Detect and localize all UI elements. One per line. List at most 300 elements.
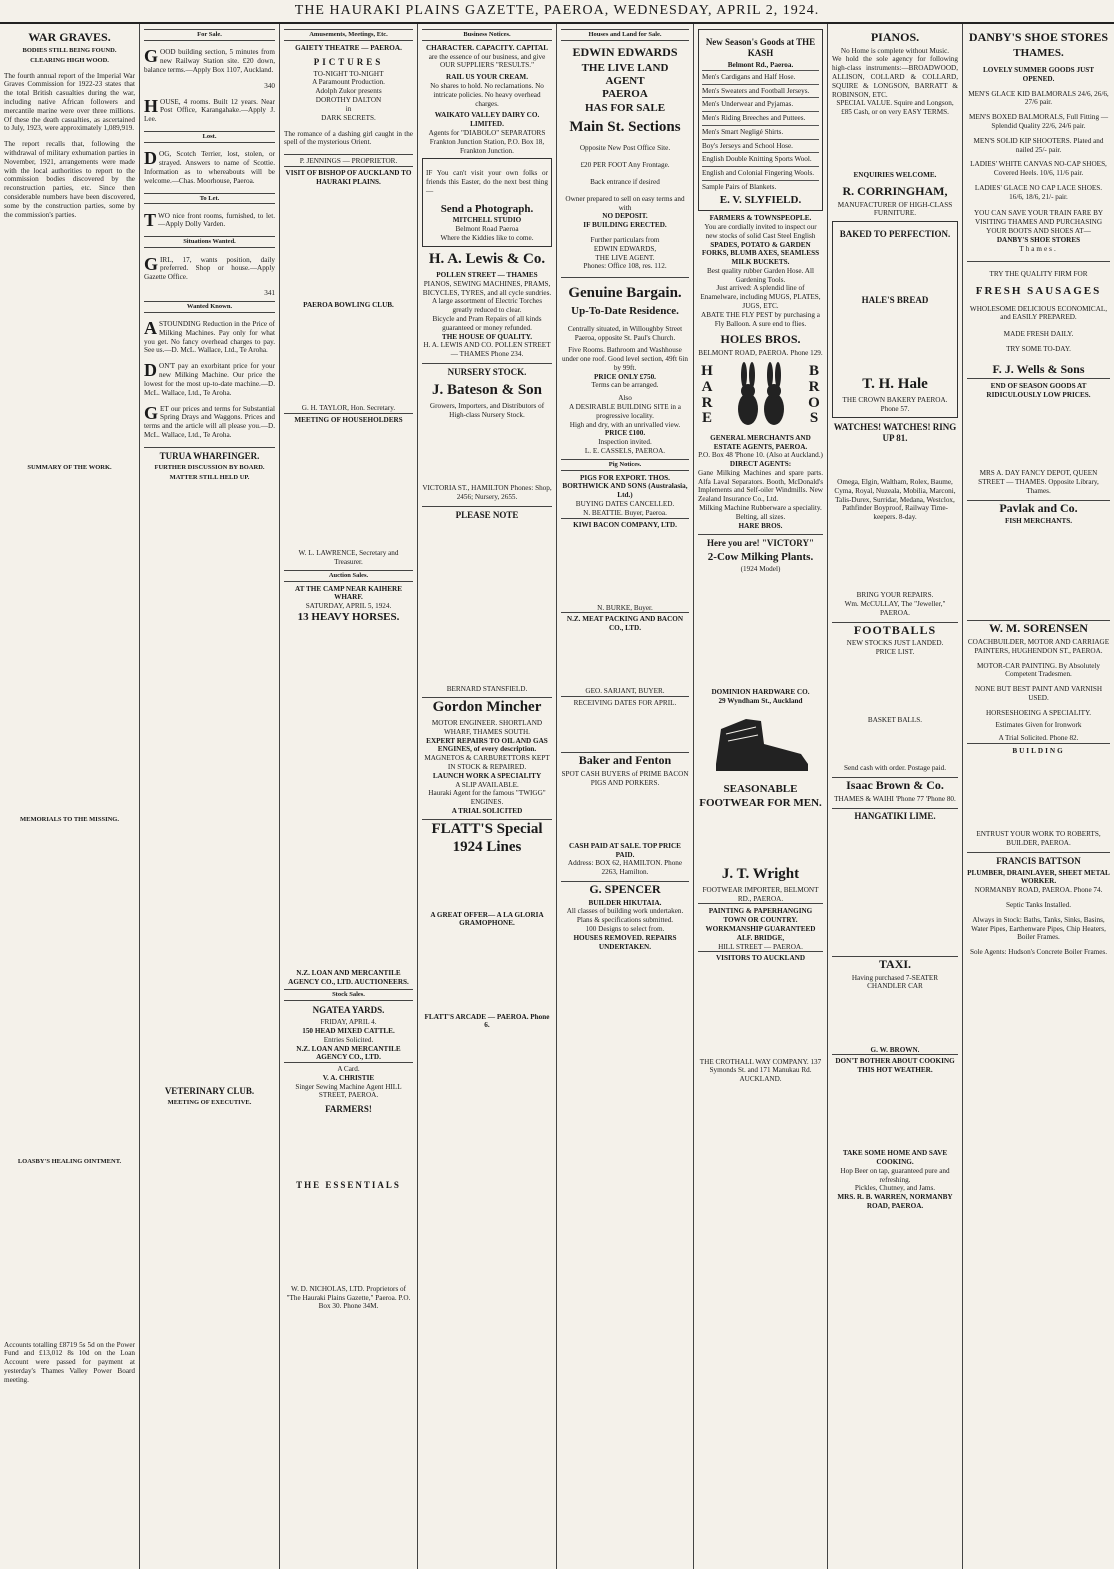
- danby-thames: THAMES.: [1013, 46, 1064, 59]
- building-heading: BUILDING: [967, 743, 1110, 756]
- kiwi-bacon: KIWI BACON COMPANY, LTD.: [561, 518, 689, 530]
- section-for-sale: For Sale.: [144, 29, 275, 41]
- war-graves-body-text: [4, 227, 135, 457]
- saturday-date: SATURDAY, APRIL 5, 1924.: [305, 602, 392, 611]
- veterinary-body-text: [144, 1114, 275, 1454]
- veterinary-headline: VETERINARY CLUB.: [164, 1086, 255, 1097]
- kash-item-list: [702, 70, 819, 194]
- further-particulars: Further particulars from: [590, 235, 660, 244]
- pictures-heading: PICTURES: [313, 56, 384, 67]
- kash-item: English and Colonial Fingering Wools.: [702, 166, 819, 180]
- slyfield-signature: E. V. SLYFIELD.: [719, 193, 802, 206]
- waikato-dairy: WAIKATO VALLEY DAIRY CO. LIMITED.: [434, 111, 540, 129]
- masthead: THE HAURAKI PLAINS GAZETTE, PAEROA, WEDNESDAY, APRIL 2, 1924.: [0, 0, 1114, 24]
- loasby-body-text: [4, 1173, 135, 1333]
- end-of-season: END OF SEASON GOODS AT RIDICULOUSLY LOW PRICES.: [967, 378, 1110, 400]
- rubberware: Milking Machine Rubberware a speciality. Belting, all sizes.: [699, 503, 822, 521]
- turua-subhead: FURTHER DISCUSSION BY BOARD.: [154, 463, 265, 471]
- hare-bros-signature: HARE BROS.: [738, 521, 783, 530]
- bowling-club-text: [284, 317, 413, 397]
- direct-agents: DIRECT AGENTS:: [729, 460, 792, 469]
- gramophone-offer: A GREAT OFFER— A LA GLORIA GRAMOPHONE.: [430, 910, 544, 928]
- column-business-notices: [418, 24, 557, 1569]
- spencer-name: G. SPENCER: [561, 881, 689, 897]
- expert-repairs: EXPERT REPAIRS TO OIL AND GAS ENGINES, of every description.: [426, 736, 548, 754]
- pigs-export: PIGS FOR EXPORT. THOS. BORTHWICK AND SONS (Australasia, Ltd.): [562, 473, 688, 500]
- section-wanted-known: Wanted Known.: [144, 301, 275, 313]
- chandler-car: Having purchased 7-SEATER CHANDLER CAR: [851, 973, 939, 991]
- wholesome: WHOLESOME DELICIOUS ECONOMICAL, and EASILY PREPARED.: [969, 304, 1108, 322]
- cash-paid: CASH PAID AT SALE. TOP PRICE PAID.: [569, 841, 681, 859]
- basket-balls: BASKET BALLS.: [867, 716, 923, 725]
- entries-solicited: Entries Solicited.: [323, 1035, 374, 1044]
- stansfield-signature: BERNARD STANSFIELD.: [446, 684, 528, 693]
- terms-arranged: Terms can be arranged.: [591, 381, 659, 390]
- flatts-arcade: FLATT'S ARCADE — PAEROA. Phone 6.: [424, 1012, 550, 1030]
- diabolo-agents: Agents for "DIABOLO" SEPARATORS Frankton Junction Station, P.O. Box 18, Frankton Junction.: [428, 128, 546, 155]
- footwear-importer: FOOTWEAR IMPORTER, BELMONT RD., PAEROA.: [702, 885, 819, 903]
- builder-hikutaia: BUILDER HIKUTAIA.: [588, 898, 662, 907]
- plumber: PLUMBER, DRAINLAYER, SHEET METAL WORKER.: [967, 868, 1110, 886]
- section-situations-wanted: Situations Wanted.: [144, 236, 275, 248]
- essentials-text: [284, 1198, 413, 1278]
- hale-bakery-ad: [832, 221, 958, 418]
- war-graves-para-1: The fourth annual report of the Imperial War Graves Commission for 1922-23 states that the total British casualties during the war, including native African followers and mercantile marine were over three millions. Of these the death casualties, as ascertained to July, 1923, were approximately 1,089,919.: [4, 71, 135, 133]
- ad-drays-waggons: GET our prices and terms for Substantial Spring Drays and Waggons. Prices and terms and the article will all please you.—D. McL. Wallace, Ltd., Te Aroha.: [144, 402, 275, 439]
- bateson-body: [422, 427, 552, 477]
- tonight-line: TO-NIGHT TO-NIGHT: [313, 69, 384, 78]
- hangatiki-lime: HANGATIKI LIME.: [832, 808, 958, 822]
- pavlak-name: Pavlak and Co.: [967, 500, 1110, 516]
- hales-bread: HALE'S BREAD: [861, 294, 929, 305]
- camp-heading: AT THE CAMP NEAR KAIHERE WHARF.: [294, 584, 403, 602]
- singer-agent: Singer Sewing Machine Agent HILL STREET, PAEROA.: [295, 1082, 402, 1100]
- pianos-sewing: PIANOS, SEWING MACHINES, PRAMS, BICYCLES, TYRES, and all cycle sundries.: [422, 279, 552, 297]
- section-amusements: Amusements, Meetings, Etc.: [284, 29, 413, 41]
- sorensen-name: W. M. SORENSEN: [967, 620, 1110, 636]
- solid-kip: MEN'S SOLID KIP SHOOTERS. Plated and nailed 25/- pair.: [973, 136, 1104, 154]
- ad-girl-position: GIRL, 17, wants position, daily preferred. Shop or house.—Apply Gazette Office.: [144, 253, 275, 282]
- kash-item: Men's Riding Breeches and Puttees.: [702, 111, 819, 125]
- gramophone-body: [422, 935, 552, 1005]
- danby-heading-2: DANBY'S SHOE STORES: [996, 235, 1081, 244]
- kash-item: Boy's Jerseys and School Hose.: [702, 139, 819, 153]
- crown-bakery: THE CROWN BAKERY PAEROA. Phone 57.: [842, 396, 948, 413]
- kash-belmont: Belmont Rd., Paeroa.: [727, 60, 794, 69]
- lovely-summer: LOVELY SUMMER GOODS JUST OPENED.: [982, 66, 1095, 83]
- price-100: PRICE £100.: [604, 429, 646, 438]
- column-amusements: [280, 24, 418, 1569]
- coachbuilder: COACHBUILDER, MOTOR AND CARRIAGE PAINTERS, HUGHENDON ST., PAEROA.: [967, 637, 1110, 655]
- accounts-paragraph: Accounts totalling £8719 5s 5d on the Power Fund and £13,012 8s 10d on the Loan Account were passed for payment at yesterday's Thames Valley Power Board meeting.: [4, 1340, 135, 1384]
- column-pianos: [828, 24, 963, 1569]
- septic-tanks: Septic Tanks Installed.: [1005, 901, 1072, 909]
- lewis-address: H. A. LEWIS AND CO. POLLEN STREET — THAMES Phone 234.: [423, 341, 551, 359]
- milking-plants: 2-Cow Milking Plants.: [707, 551, 814, 564]
- price-750: PRICE ONLY £750.: [594, 372, 656, 381]
- kash-item: Men's Cardigans and Half Hose.: [702, 70, 819, 84]
- bateson-name: J. Bateson & Son: [431, 381, 543, 398]
- clearing-subhead: CLEARING HIGH WOOD.: [30, 56, 109, 64]
- fresh-sausages: FRESH SAUSAGES: [975, 285, 1102, 298]
- nz-loan-agency: N.Z. LOAN AND MERCANTILE AGENCY CO., LTD.: [296, 1044, 401, 1062]
- dark-secrets-title: DARK SECRETS.: [321, 113, 376, 122]
- nz-loan-auctioneers: N.Z. LOAN AND MERCANTILE AGENCY CO., LTD. AUCTIONEERS.: [288, 968, 409, 986]
- model-1924: (1924 Model): [740, 564, 781, 573]
- launch-work: LAUNCH WORK A SPECIALITY: [432, 771, 542, 780]
- farmers-heading: FARMERS!: [325, 1104, 372, 1115]
- belmont-road: Belmont Road Paeroa: [455, 225, 519, 234]
- sarjant-buyer: GEO. SARJANT, BUYER.: [585, 687, 665, 696]
- new-season-goods: New Season's Goods at THE KASH: [705, 37, 816, 58]
- desirable-site: A DESIRABLE BUILDING SITE in a progressive locality.: [569, 403, 681, 420]
- opposite-post-office: Opposite New Post Office Site.: [579, 144, 671, 153]
- genuine-bargain: Genuine Bargain.: [561, 277, 689, 302]
- kash-item: Men's Sweaters and Football Jerseys.: [702, 84, 819, 98]
- householders-text: [284, 432, 413, 542]
- motor-engineer: MOTOR ENGINEER. SHORTLAND WHARF, THAMES SOUTH.: [431, 719, 543, 736]
- loasby-subhead: LOASBY'S HEALING OINTMENT.: [17, 1158, 122, 1166]
- brown-signature: G. W. BROWN.: [870, 1045, 920, 1054]
- no-home: No Home is complete without Music.: [840, 46, 950, 55]
- nicholas-proprietors: W. D. NICHOLAS, LTD. Proprietors of "The Hauraki Plains Gazette," Paeroa. P.O. Box 30. Phone 34M.: [286, 1284, 411, 1311]
- try-some: TRY SOME TO-DAY.: [1006, 344, 1071, 353]
- section-business-notices: Business Notices.: [422, 29, 552, 41]
- war-graves-headline: WAR GRAVES.: [28, 30, 111, 44]
- glace-nocap: LADIES' GLACE NO CAP LACE SHOES. 16/6, 18/6, 21/- pair.: [974, 183, 1103, 201]
- section-houses-land: Houses and Land for Sale.: [561, 29, 689, 41]
- receiving-dates: RECEIVING DATES FOR APRIL.: [561, 696, 689, 708]
- rubber-hose: Best quality rubber Garden Hose. All Gardening Tools.: [707, 266, 814, 284]
- kiddies-line: Where the Kiddies like to come.: [440, 233, 534, 242]
- inspection-invited: Inspection invited.: [598, 438, 652, 447]
- turua-headline: TURUA WHARFINGER.: [144, 447, 275, 462]
- if-building-erected: IF BUILDING ERECTED.: [583, 221, 667, 230]
- all-classes: All classes of building work undertaken.: [566, 907, 684, 916]
- burke-buyer: N. BURKE, Buyer.: [597, 603, 653, 612]
- nursery-stock: NURSERY STOCK.: [422, 363, 552, 378]
- fly-pest: ABATE THE FLY PEST by purchasing a Fly Balloon. A sure end to flies.: [701, 310, 820, 328]
- mixed-cattle: 150 HEAD MIXED CATTLE.: [302, 1026, 395, 1035]
- farmers-text: [284, 1122, 413, 1172]
- basket-prices: [832, 732, 958, 757]
- veterinary-subhead: MEETING OF EXECUTIVE.: [167, 1099, 252, 1107]
- baked-perfection: BAKED TO PERFECTION.: [839, 229, 951, 240]
- kash-item: Men's Underwear and Pyjamas.: [702, 97, 819, 111]
- watch-brands: Omega, Elgin, Waltham, Rolex, Baume, Cyma, Royal, Nuzeala, Mobilia, Marconi, Talis-Durex, Surridar, Medana, Westclox, Pathfinder Boyproof, Railway Time-keepers. 8-day.: [834, 478, 956, 522]
- section-lost: Lost.: [144, 131, 275, 143]
- take-home: TAKE SOME HOME AND SAVE COOKING.: [842, 1149, 948, 1167]
- wright-name: J. T. Wright: [721, 865, 800, 882]
- edwards-phones: Phones: Office 108, res. 112.: [583, 262, 667, 271]
- try-quality: TRY THE QUALITY FIRM FOR: [967, 261, 1110, 279]
- slip-available: A SLIP AVAILABLE.: [455, 780, 519, 789]
- holes-bros: HOLES BROS.: [720, 332, 801, 347]
- column-war-graves: [0, 24, 140, 1569]
- cooking-body: [832, 1082, 958, 1142]
- bishop-visit-text: [284, 194, 413, 294]
- receiving-body: [561, 715, 689, 745]
- ad-rooms-to-let: TWO nice front rooms, furnished, to let.—Apply Dolly Varden.: [144, 209, 275, 230]
- zukor-line: Adolph Zukor presents: [315, 87, 382, 96]
- dont-bother: DON'T BOTHER ABOUT COOKING THIS HOT WEATHER.: [832, 1054, 958, 1075]
- building-body: [967, 763, 1110, 823]
- hare-box: P.O. Box 48 'Phone 10. (Also at Auckland.): [698, 451, 823, 460]
- seasonable-footwear: SEASONABLE FOOTWEAR FOR MEN.: [699, 783, 822, 809]
- always-in-stock: Always in Stock: Baths, Tanks, Sinks, Basins, Water Pipes, Earthenware Pipes, Chip Heaters, Boiler Frames.: [971, 915, 1106, 942]
- battson-name: FRANCIS BATTSON: [967, 852, 1110, 867]
- jennings-proprietor: P. JENNINGS — PROPRIETOR.: [284, 154, 413, 166]
- kiwi-bacon-body: [561, 537, 689, 597]
- newspaper-columns: [0, 24, 1114, 1569]
- general-merchants: GENERAL MERCHANTS AND ESTATE AGENTS, PAEROA.: [710, 433, 811, 451]
- hare-rabbits-icon: [726, 361, 796, 431]
- mitchell-studio: MITCHELL STUDIO: [452, 216, 522, 225]
- edwin-edwards-2: EDWIN EDWARDS,: [593, 244, 657, 253]
- section-to-let: To Let.: [144, 193, 275, 205]
- lawrence-signature: W. L. LAWRENCE, Secretary and Treasurer.: [298, 549, 399, 566]
- send-photograph: Send a Photograph.: [440, 203, 534, 216]
- boot-icon: [706, 709, 816, 779]
- essence-text: are the essence of our business, and give OUR SUPPLIERS "RESULTS.": [428, 52, 546, 70]
- dalton-line: DOROTHY DALTON: [315, 96, 382, 105]
- please-note-body: [422, 528, 552, 678]
- bishop-visit-heading: VISIT OF BISHOP OF AUCKLAND TO HAURAKI PLAINS.: [284, 166, 413, 187]
- five-rooms: Five Rooms. Bathroom and Washhouse under one roof. Good level section, 49ft 6in by 99ft.: [562, 346, 688, 372]
- column-danby: [963, 24, 1114, 1569]
- repairs-text: Bicycle and Pram Repairs of all kinds guaranteed or money refunded.: [432, 314, 542, 332]
- flatts-heading: FLATT'S Special 1924 Lines: [422, 819, 552, 857]
- wyndham-street: 29 Wyndham St., Auckland: [718, 696, 803, 705]
- end-season-body: [967, 407, 1110, 462]
- section-stock-sales: Stock Sales.: [284, 989, 413, 1001]
- war-graves-subtitle: BODIES STILL BEING FOUND.: [22, 46, 117, 54]
- entrust-roberts: ENTRUST YOUR WORK TO ROBERTS, BUILDER, PAEROA.: [976, 830, 1101, 847]
- hale-name: T. H. Hale: [862, 375, 928, 392]
- bread-body: [836, 313, 954, 368]
- ad-house: HOUSE, 4 rooms. Built 12 years. Near Post Office, Karangahake.—Apply J. Lee.: [144, 95, 275, 124]
- character-heading: CHARACTER. CAPACITY. CAPITAL: [425, 43, 549, 52]
- watches-body: [832, 529, 958, 584]
- hare-letters-right: B R O S: [808, 363, 820, 427]
- horseshoeing: HORSESHOEING A SPECIALITY.: [985, 708, 1092, 717]
- corringham-name: R. CORRINGHAM,: [842, 184, 948, 199]
- card-heading: A Card.: [284, 1062, 413, 1074]
- footballs-heading: FOOTBALLS: [832, 622, 958, 638]
- cordially-invited: You are cordially invited to inspect our new stocks of solid Cast Steel English: [704, 222, 817, 240]
- pollen-street: POLLEN STREET — THAMES: [436, 271, 538, 280]
- plans-specs: Plans & specifications submitted.: [576, 916, 674, 925]
- danby-heading: DANBY'S SHOE STORES: [968, 30, 1109, 44]
- crothall-company: THE CROTHALL WAY COMPANY. 137 Symonds St. and 171 Manukau Rd. AUCKLAND.: [699, 1057, 822, 1084]
- no-shares-text: No shares to hold. No reclamations. No intricate policies. No heavy overhead charges.: [430, 82, 544, 108]
- section-auction-sales: Auction Sales.: [284, 570, 413, 582]
- ad-milking-price: DON'T pay an exorbitant price for your new Milking Machine. Our price the lowest for the most up-to-date machine.—D. McL. Wallace, Ltd., Te Aroha.: [144, 360, 275, 397]
- baker-fenton: Baker and Fenton: [561, 752, 689, 768]
- gane-milking: Gane Milking Machines and spare parts. Alfa Laval Separators. Booth, McDonald's Implements and Self-oiler Windmills. New Zealand Insurance Co., Ltd.: [698, 468, 823, 504]
- section-pig-notices: Pig Notices.: [561, 459, 689, 471]
- bowling-club-heading: PAEROA BOWLING CLUB.: [303, 301, 394, 310]
- dominion-hardware: DOMINION HARDWARE CO.: [711, 687, 810, 696]
- painting-heading: PAINTING & PAPERHANGING TOWN OR COUNTRY. WORKMANSHIP GUARANTEED: [698, 903, 823, 933]
- normanby-road: NORMANBY ROAD, PAEROA. Phone 74.: [974, 886, 1103, 895]
- also-label: Also: [618, 394, 632, 403]
- price-per-foot: £20 PER FOOT Any Frontage.: [580, 161, 670, 170]
- trial-phone: A Trial Solicited. Phone 82.: [998, 734, 1079, 743]
- alf-bridge: ALF. BRIDGE,: [736, 933, 785, 942]
- taylor-signature: G. H. TAYLOR, Hon. Secretary.: [301, 404, 396, 413]
- christie-name: V. A. CHRISTIE: [322, 1073, 375, 1082]
- memorials-body-text: [4, 831, 135, 1151]
- kash-item: English Double Knitting Sports Wool.: [702, 152, 819, 166]
- romance-text: The romance of a dashing girl caught in the spell of the mysterious Orient.: [284, 129, 413, 147]
- victory-body: [698, 581, 823, 681]
- football-prices: [832, 664, 958, 709]
- cassels-signature: L. E. CASSELS, PAEROA.: [584, 446, 666, 455]
- summary-body-text: [4, 479, 135, 809]
- turua-subhead-2: MATTER STILL HELD UP.: [169, 473, 250, 481]
- baker-address: Address: BOX 62, HAMILTON. Phone 2263, Hamilton.: [567, 859, 683, 877]
- mitchell-studio-ad: [422, 158, 552, 246]
- gaiety-theatre: GAIETY THEATRE — PAEROA.: [295, 43, 402, 52]
- back-entrance: Back entrance if desired: [590, 178, 660, 187]
- column-classifieds: [140, 24, 280, 1569]
- spades-forks: SPADES, POTATO & GARDEN FORKS, BLUMB AXES, SEAMLESS MILK BUCKETS.: [701, 240, 820, 267]
- mincher-name: Gordon Mincher: [422, 697, 552, 716]
- buying-cancelled: BUYING DATES CANCELLED.: [575, 499, 675, 508]
- column-kash: [694, 24, 828, 1569]
- watches-heading: WATCHES! WATCHES! RING UP 81.: [833, 421, 957, 443]
- sole-agents: Sole Agents: Hudson's Concrete Boiler Frames.: [969, 948, 1108, 957]
- day-fancy-depot: MRS A. DAY FANCY DEPOT, QUEEN STREET — THAMES. Opposite Library, Thames.: [978, 469, 1099, 495]
- none-but-best: NONE BUT BEST PAINT AND VARNISH USED.: [974, 685, 1103, 702]
- hare-letters-left: H A R E: [701, 363, 713, 427]
- victory-heading: Here you are! "VICTORY": [698, 534, 823, 549]
- glace-kid: MEN'S GLACE KID BALMORALS 24/6, 26/6, 27/6 pair.: [968, 89, 1109, 107]
- owner-prepared: Owner prepared to sell on easy terms and with: [565, 194, 685, 212]
- piano-body: [832, 124, 958, 164]
- magnetos: MAGNETOS & CARBURETTORS KEPT IN STOCK & REPAIRED.: [424, 754, 550, 771]
- hangatiki-body: [832, 829, 958, 949]
- ad-milking-reduction: ASTOUNDING Reduction in the Price of Milking Machines. Pay only for what you get. No fancy overhead charges to pay. See us.—D. McL. Wallace, Ltd., Te Aroha.: [144, 317, 275, 355]
- new-stocks: NEW STOCKS JUST LANDED.: [846, 639, 944, 648]
- made-fresh: MADE FRESH DAILY.: [1003, 330, 1074, 339]
- ngatea-yards: NGATEA YARDS.: [312, 1005, 385, 1016]
- auction-items-text: [284, 632, 413, 962]
- heavy-horses: 13 HEAVY HORSES.: [297, 610, 400, 623]
- warren-signature: MRS. R. B. WARREN, NORMANBY ROAD, PAEROA.: [837, 1193, 953, 1210]
- danby-thames-2: Thames.: [1019, 244, 1058, 253]
- live-land-agent: THE LIVE LAND AGENT: [581, 61, 669, 87]
- summary-subhead: SUMMARY OF THE WORK.: [27, 463, 112, 471]
- baker-fenton-body: [561, 795, 689, 835]
- main-st-sections: Main St. Sections: [569, 119, 681, 136]
- no-deposit: NO DEPOSIT.: [602, 212, 648, 221]
- send-cash: Send cash with order. Postage paid.: [843, 764, 946, 773]
- watches-intro: [832, 451, 958, 471]
- price-list: PRICE LIST.: [875, 648, 915, 657]
- designs: 100 Designs to select from.: [585, 925, 665, 933]
- fish-body: [967, 533, 1110, 613]
- mccullay-jeweller: Wm. McCULLAY, The "Jeweller," PAEROA.: [844, 600, 946, 617]
- memorials-subhead: MEMORIALS TO THE MISSING.: [20, 816, 119, 824]
- bring-repairs: BRING YOUR REPAIRS.: [856, 591, 934, 600]
- householders-heading: MEETING OF HOUSEHOLDERS: [284, 413, 413, 425]
- has-for-sale: HAS FOR SALE: [584, 101, 666, 114]
- ad-building-section: GOOD building section, 5 minutes from new Railway Station site. £20 down, balance terms.—Apply Box 1107, Auckland.: [144, 46, 275, 74]
- friday-date: FRIDAY, APRIL 4.: [320, 1018, 377, 1027]
- ad-dog-lost: DOG, Scotch Terrier, lost, stolen, or strayed. Answers to name of Scottie. Information as to whereabouts will be welcome.—Chas. Moorhouse, Paeroa.: [144, 148, 275, 185]
- visitors-body: [698, 970, 823, 1050]
- fish-merchants: FISH MERCHANTS.: [1004, 517, 1073, 526]
- pianos-heading: PIANOS.: [870, 30, 920, 44]
- house-of-quality: THE HOUSE OF QUALITY.: [441, 332, 533, 341]
- motorcar-painting: MOTOR-CAR PAINTING. By Absolutely Competent Tradesmen.: [977, 661, 1100, 679]
- lewis-company-name: H. A. Lewis & Co.: [428, 250, 546, 267]
- wells-sons: F. J. Wells & Sons: [992, 361, 1085, 376]
- estimates: Estimates Given for Ironwork: [995, 721, 1082, 730]
- ad-number: 340: [264, 81, 275, 90]
- trial-solicited: A TRIAL SOLICITED: [451, 806, 523, 815]
- nz-meat-packing: N.Z. MEAT PACKING AND BACON CO., LTD.: [561, 612, 689, 633]
- victoria-street: VICTORIA ST., HAMILTON Phones: Shop, 2456; Nursery, 2655.: [422, 484, 552, 501]
- live-agent-2: THE LIVE AGENT.: [595, 253, 655, 262]
- beattie-buyer: N. BEATTIE. Buyer, Paeroa.: [583, 508, 667, 517]
- canvas-shoes: LADIES' WHITE CANVAS NO-CAP SHOES, Covered Heels. 10/6, 11/6 pair.: [970, 160, 1107, 178]
- visitors-auckland: VISITORS TO AUCKLAND: [698, 951, 823, 963]
- electric-torches: A large assortment of Electric Torches greatly reduced to clear.: [431, 297, 542, 315]
- edwin-edwards: EDWIN EDWARDS: [572, 44, 678, 59]
- paramount-line: A Paramount Production.: [312, 78, 385, 87]
- up-to-date-residence: Up-To-Date Residence.: [571, 305, 679, 318]
- thames-waihi: THAMES & WAIHI 'Phone 77 'Phone 80.: [834, 794, 956, 803]
- kash-ad: [698, 29, 823, 211]
- hill-street: HILL STREET — PAEROA.: [718, 942, 803, 951]
- farmers-townspeople: FARMERS & TOWNSPEOPLE.: [709, 214, 812, 223]
- save-fare: YOU CAN SAVE YOUR TRAIN FARE BY VISITING THAMES AND PURCHASING YOUR BOOTS AND SHOES AT—: [973, 209, 1104, 235]
- spot-cash-buyers: SPOT CASH BUYERS of PRIME BACON PIGS AND PORKERS.: [561, 769, 689, 787]
- piano-agency: We hold the sole agency for following high-class instruments:—BROADWOOD, ALLISON, COLLARD & COLLARD, SQUIRE & LONGSON, BARRATT & ROBINSON, ETC.: [832, 55, 958, 99]
- baked-body: [836, 247, 954, 287]
- hop-beer: Hop Beer on tap, guaranteed pure and refreshing.: [840, 1166, 950, 1184]
- hare-bros-logo: [698, 361, 823, 431]
- holes-address: BELMONT ROAD, PAEROA. Phone 129.: [698, 348, 823, 357]
- war-graves-para-2: The report recalls that, following the withdrawal of military exhumation parties in November, 1921, arrangements were made with the local authorities to report to the commission bodies discovered by the reconstruction parties, etc. Since then considerable numbers have been discovered, some by the construction parties, some by the commission's parties.: [4, 140, 135, 219]
- taxi-body: [832, 998, 958, 1038]
- flatts-body: [422, 863, 552, 903]
- ad-number: 341: [264, 289, 275, 298]
- column-houses-land: [557, 24, 694, 1569]
- centrally-situated: Centrally situated, in Willoughby Street Paeroa, opposite St. Paul's Church.: [567, 324, 683, 342]
- paeroa-label: PAEROA: [602, 88, 648, 101]
- pickles: Pickles, Chutney, and Jams.: [854, 1184, 936, 1193]
- kash-item: Men's Smart Negligé Shirts.: [702, 125, 819, 139]
- nz-meat-body: [561, 640, 689, 680]
- in-line: in: [345, 104, 352, 113]
- footwear-body: [698, 817, 823, 857]
- special-value: SPECIAL VALUE. Squire and Longson, £85 Cash, or on very EASY TERMS.: [836, 99, 954, 117]
- houses-removed: HOUSES REMOVED. REPAIRS UNDERTAKEN.: [573, 933, 677, 951]
- turua-body-text: [144, 489, 275, 1079]
- boxed-balmorals: MEN'S BOXED BALMORALS, Full Fitting — Splendid Quality 22/6, 24/6 pair.: [968, 113, 1109, 130]
- furniture-maker: MANUFACTURER OF HIGH-CLASS FURNITURE.: [837, 200, 953, 218]
- taxi-heading: TAXI.: [832, 956, 958, 972]
- isaac-brown: Isaac Brown & Co.: [832, 777, 958, 793]
- unrivalled-view: High and dry, with an unrivalled view.: [569, 420, 681, 429]
- please-note: PLEASE NOTE: [422, 506, 552, 521]
- photo-text: IF You can't visit your own folks or friends this Easter, do the next best thing—: [426, 169, 548, 196]
- twigg-engines: Hauraki Agent for the famous "TWIGG" ENGINES.: [428, 789, 546, 807]
